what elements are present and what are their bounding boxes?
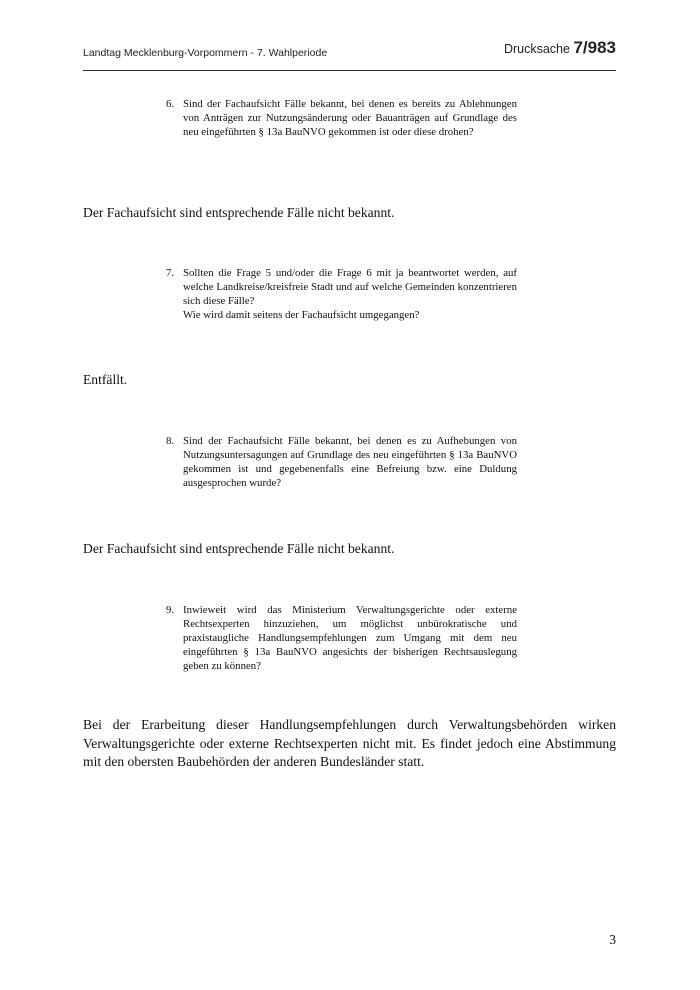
question-8 — [166, 434, 517, 490]
header-print-label: Drucksache — [503, 42, 574, 56]
header-parliament-title: Landtag Mecklenburg-Vorpommern - 7. Wahlperiode — [83, 47, 328, 59]
header-print-number — [504, 38, 616, 58]
answer-9: Bei der Erarbeitung dieser Handlungsempfehlungen durch Verwaltungsbehörden wirken Verwaltungsgerichte oder externe Rechtsexperten nicht mit. Es findet jedoch eine Abstimmung mit den obersten Baubehörden der anderen Bundesländer statt. — [83, 717, 616, 769]
question-9 — [166, 603, 517, 673]
page-number: 3 — [609, 932, 616, 947]
question-number: 8. — [166, 435, 175, 447]
question-7 — [166, 266, 517, 322]
header-divider — [83, 70, 616, 71]
question-6 — [166, 97, 517, 139]
answer-8: Der Fachaufsicht sind entsprechende Fälle nicht bekannt. — [83, 541, 395, 556]
question-text: Sind der Fachaufsicht Fälle bekannt, bei denen es zu Aufhebungen von Nutzungsuntersagungen auf Grundlage des neu eingeführten § 13a BauNVO gekommen ist und gegebenenfalls eine Befreiung bzw. eine Duldung ausgesprochen wurde? — [183, 435, 517, 490]
question-number: 6. — [166, 98, 175, 110]
answer-6: Der Fachaufsicht sind entsprechende Fälle nicht bekannt. — [83, 205, 395, 220]
answer-7: Entfällt. — [83, 372, 128, 387]
question-text-line2: Wie wird damit seitens der Fachaufsicht umgegangen? — [183, 309, 420, 322]
header-print-number-value: 7/983 — [573, 38, 616, 57]
question-number: 7. — [166, 267, 175, 279]
question-number: 9. — [166, 604, 175, 616]
question-text: Sollten die Frage 5 und/oder die Frage 6 mit ja beantwortet werden, auf welche Landkreise/kreisfreie Stadt und auf welche Gemeinden konzentrieren sich diese Fälle? — [183, 267, 517, 308]
question-text: Sind der Fachaufsicht Fälle bekannt, bei denen es bereits zu Ablehnungen von Anträgen zur Nutzungsänderung oder Bauanträgen auf Grundlage des neu eingeführten § 13a BauNVO gekommen ist oder diese drohen? — [183, 98, 517, 139]
question-text: Inwieweit wird das Ministerium Verwaltungsgerichte oder externe Rechtsexperten hinzuziehen, um möglichst unbürokratische und praxistaugliche Handlungsempfehlungen zum Umgang mit dem neu eingeführten § 13a BauNVO angesichts der bisherigen Rechtsauslegung geben zu können? — [183, 604, 517, 673]
